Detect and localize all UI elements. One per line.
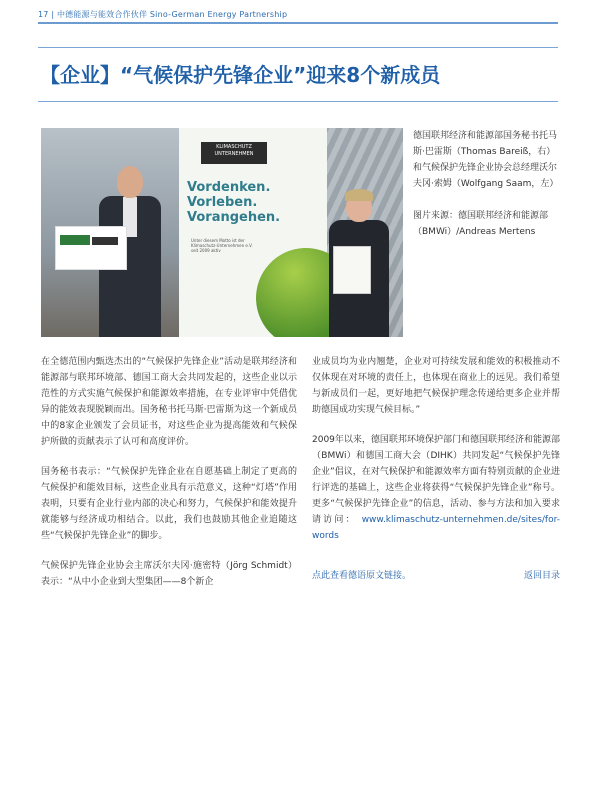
title-bottom-divider — [38, 101, 558, 102]
sign-brand-tag — [60, 235, 90, 245]
caption-credit: 图片来源：德国联邦经济和能源部（BMWi）/Andreas Mertens — [413, 211, 549, 237]
article-column-right — [312, 354, 560, 558]
page-title: 【企业】“气候保护先锋企业”迎来8个新成员 — [40, 63, 441, 87]
sign-logo-tag — [92, 237, 118, 245]
website-link[interactable]: www.klimaschutz-unternehmen.de/sites/for-words — [312, 515, 560, 541]
photo-caption — [413, 128, 563, 256]
membership-sign — [55, 226, 127, 270]
slogan-line-2: Vorleben. — [187, 195, 258, 210]
slogan-line-3: Vorangehen. — [187, 210, 281, 225]
person-right-hair — [345, 189, 373, 201]
paragraph: 气候保护先锋企业协会主席沃尔夫冈·施密特（Jörg Schmidt）表示：“从中小企业到大型集团——8个新企 — [41, 561, 297, 587]
slogan-line-1: Vordenken. — [187, 180, 271, 195]
paragraph: 在全德范围内甄选杰出的“气候保护先锋企业”活动是联邦经济和能源部与联邦环境部、德国工商大会共同发起的，这些企业以示范性的方式实施气候保护和能源效率措施，在专业评审中凭借优异的能效表现脱颖而出。国务秘书托马斯·巴雷斯为这一个新成员中的8家企业颁发了会员证书，对这些企业为提高能效和气候保护所做的贡献表示了认可和高度评价。 — [41, 357, 297, 447]
article-column-left — [41, 354, 297, 604]
title-top-divider — [38, 47, 558, 48]
back-to-toc-link[interactable]: 返回目录 — [523, 571, 560, 581]
header-divider — [38, 22, 558, 24]
person-left-head — [117, 166, 143, 198]
bottom-links — [312, 568, 560, 584]
certificate — [333, 246, 371, 294]
caption-description: 德国联邦经济和能源部国务秘书托马斯·巴雷斯（Thomas Bareiß，右）和气候保护先锋企业协会总经理沃尔夫冈·索姆（Wolfgang Saam，左） — [413, 131, 559, 189]
paragraph: 业成员均为业内翘楚，企业对可持续发展和能效的积极推动不仅体现在对环境的责任上，也体现在商业上的远见。我们希望与新成员们一起，更好地把气候保护理念传递给更多企业并帮助德国成功实现气候目标。” — [312, 357, 560, 415]
original-article-link[interactable]: 点此查看德语原文链接。 — [312, 571, 412, 581]
poster-slogan — [187, 180, 327, 225]
poster-logo: KLIMASCHUTZ UNTERNEHMEN — [201, 142, 267, 164]
paragraph: 国务秘书表示：“气候保护先锋企业在自愿基础上制定了更高的气候保护和能效目标，这些企业具有示范意义，这种“灯塔”作用表明，只要有企业行业内部的决心和努力，气候保护和能效提升就能够与经济成功相结合。以此，我们也鼓励其他企业追随这些“气候保护先锋企业”的脚步。 — [41, 467, 297, 541]
paragraph-text: 2009年以来，德国联邦环境保护部门和德国联邦经济和能源部（BMWi）和德国工商大会（DIHK）共同发起“气候保护先锋企业”倡议，在对气候保护和能源效率方面有特别贡献的企业进行评选的基础上，这些企业将获得“气候保护先锋企业”称号。更多“气候保护先锋企业”的信息，活动、参与方法和加入要求请访问： — [312, 435, 560, 525]
article-photo — [41, 128, 403, 337]
page-header: 17 | 中德能源与能效合作伙伴 Sino-German Energy Partnership — [38, 10, 288, 19]
paragraph — [312, 432, 560, 544]
poster-small-text: Unter diesem Motto ist der Klimaschutz-Unternehmen e.V. seit 2009 aktiv — [191, 238, 253, 253]
